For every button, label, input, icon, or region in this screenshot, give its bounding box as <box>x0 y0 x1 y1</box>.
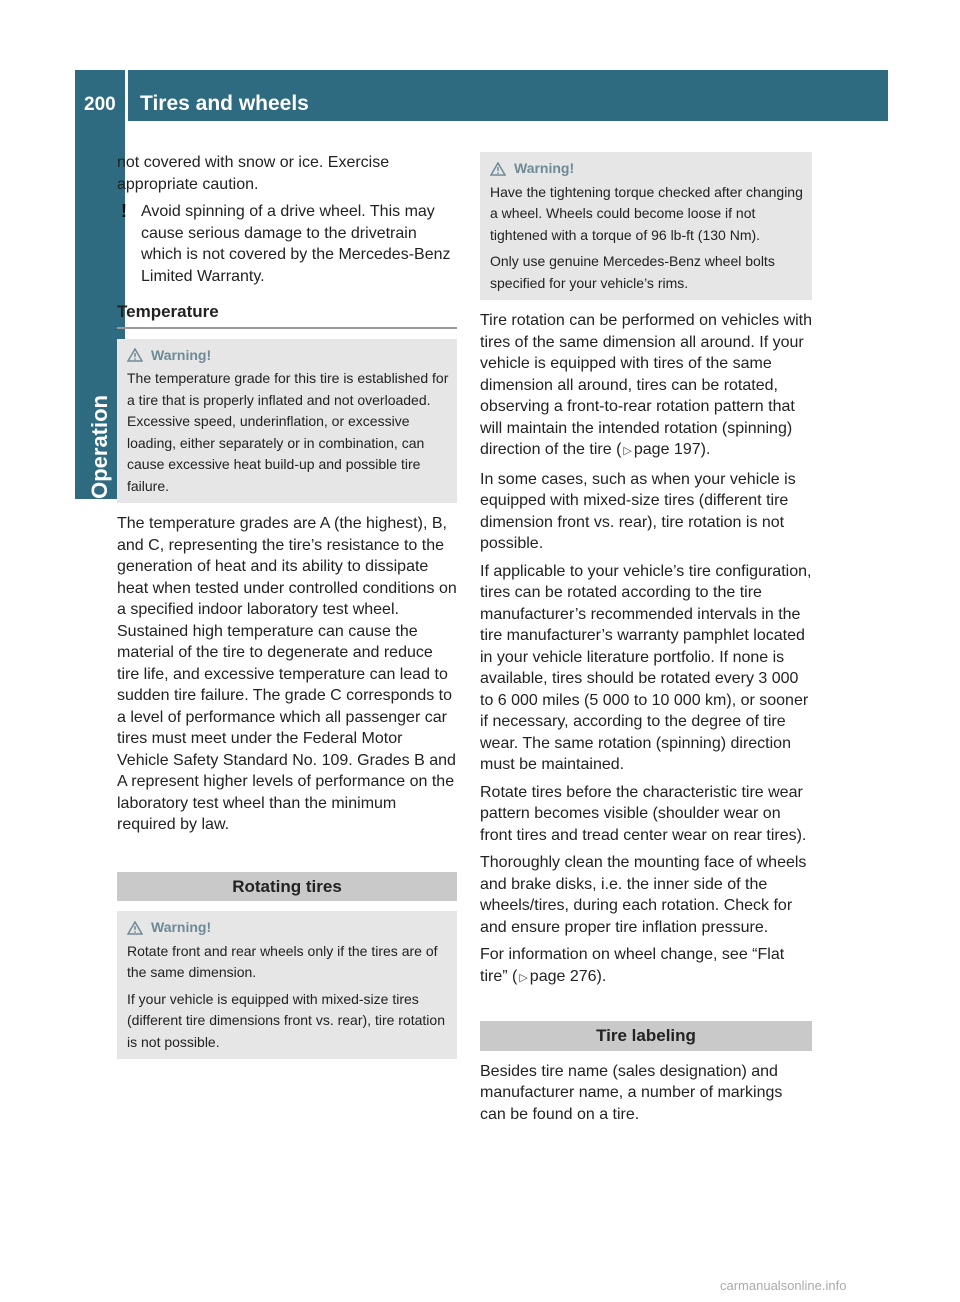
clean-paragraph: Thoroughly clean the mounting face of wheels and brake disks, i.e. the inner side of the wheels/tires, during each rotation. Check for and ensure proper tire inflation pressure. <box>480 854 807 936</box>
warning-header <box>490 158 804 180</box>
page-ref-link[interactable]: page 276). <box>529 967 607 985</box>
warning-triangle-icon <box>127 348 143 362</box>
warning-title: Warning! <box>514 160 575 176</box>
warning-text: If your vehicle is equipped with mixed-size tires (different tire dimensions front vs. rear), tire rotation is not possible. <box>127 990 445 1050</box>
warning-triangle-icon <box>127 921 143 935</box>
exclamation-icon: ! <box>121 201 127 221</box>
wheel-change-text: For information on wheel change, see “Flat tire” ( <box>480 946 785 985</box>
page-ref-arrow-icon: ▷ <box>623 445 632 457</box>
warning-title: Warning! <box>151 346 212 363</box>
warning-text: Rotate front and rear wheels only if the tires are of the same dimension. <box>127 942 438 980</box>
wheel-change-paragraph <box>480 944 812 989</box>
configuration-paragraph: If applicable to your vehicle’s tire configuration, tires can be rotated according to the tire manufacturer’s recommended intervals in the tire manufacturer’s warranty pamphlet located in your vehicle literature portfolio. If none is available, tires should be rotated every 3 000 to 6 000 miles (5 000 to 10 000 km), or sooner if necessary, according to the degree of tire wear. The same rotation (spinning) direction must be maintained. <box>480 562 812 773</box>
temperature-warning <box>117 339 457 504</box>
left-column <box>117 152 457 1069</box>
warning-title: Warning! <box>151 919 212 935</box>
warning-text: Have the tightening torque checked after changing a wheel. Wheels could become loose if not tightened with a torque of 96 lb-ft (130 Nm). <box>490 183 803 243</box>
warning-header <box>127 345 449 367</box>
page-title: Tires and wheels <box>140 92 309 115</box>
right-column <box>480 152 812 1131</box>
temperature-body: The temperature grades are A (the highest), B, and C, representing the tire’s resistance to the generation of heat and its ability to dissipate heat when tested under controlled conditions on a specified indoor laboratory test wheel. Sustained high temperature can cause the material of the tire to degenerate and reduce tire life, and excessive temperature can lead to sudden tire failure. The grade C corresponds to a level of performance which all passenger car tires must meet under the Federal Motor Vehicle Safety Standard No. 109. Grades B and A represent higher levels of performance on the laboratory test wheel than the minimum required by law. <box>117 515 457 833</box>
warning-text: Only use genuine Mercedes-Benz wheel bolts specified for your vehicle’s rims. <box>490 253 775 291</box>
page-ref-arrow-icon: ▷ <box>519 971 528 984</box>
rotating-tires-heading: Rotating tires <box>117 872 457 902</box>
notice-box <box>117 201 457 287</box>
page-ref-link[interactable]: page 197). <box>633 441 711 458</box>
header-divider <box>125 70 128 121</box>
warning-text: The temperature grade for this tire is established for a tire that is properly inflated and not overloaded. Excessive speed, underinflation, or excessive loading, either separately or in combination, can cause excessive heat build-up and possible tire failure. <box>127 370 449 494</box>
watermark: carmanualsonline.info <box>720 1278 847 1293</box>
tire-labeling-heading: Tire labeling <box>480 1021 812 1051</box>
notice-text: Avoid spinning of a drive wheel. This may cause serious damage to the drivetrain which is not covered by the Mercedes-Benz Limited Warranty. <box>141 203 451 285</box>
side-tab-label: Operation <box>87 395 112 499</box>
intro-text: not covered with snow or ice. Exercise appropriate caution. <box>117 154 390 193</box>
rotation-warning <box>117 911 457 1059</box>
labeling-paragraph: Besides tire name (sales designation) and manufacturer name, a number of markings can be found on a tire. <box>480 1062 783 1123</box>
rotate-before-paragraph: Rotate tires before the characteristic tire wear pattern becomes visible (shoulder wear on front tires and tread center wear on rear tires). <box>480 783 807 844</box>
mixed-size-paragraph: In some cases, such as when your vehicle is equipped with mixed-size tires (different tire dimension front vs. rear), tire rotation is not possible. <box>480 470 796 552</box>
temperature-heading: Temperature <box>117 301 457 329</box>
rotation-text: Tire rotation can be performed on vehicles with tires of the same dimension all around. If your vehicle is equipped with tires of the same dimension all around, tires can be rotated, observing a front-to-rear rotation pattern that will maintain the intended rotation (spinning) direction of the tire <box>480 312 813 458</box>
warning-triangle-icon <box>490 162 506 176</box>
page-number: 200 <box>84 94 116 115</box>
rotation-paragraph: Tire rotation can be performed on vehicles with tires of the same dimension all around. If your vehicle is equipped with tires of the same dimension all around, tires can be rotated, observing a front-to-rear rotation pattern that will maintain the intended rotation (spinning) direction of the tire ( ▷ page 197). <box>480 312 813 458</box>
warning-header <box>127 917 449 939</box>
torque-warning <box>480 152 812 300</box>
